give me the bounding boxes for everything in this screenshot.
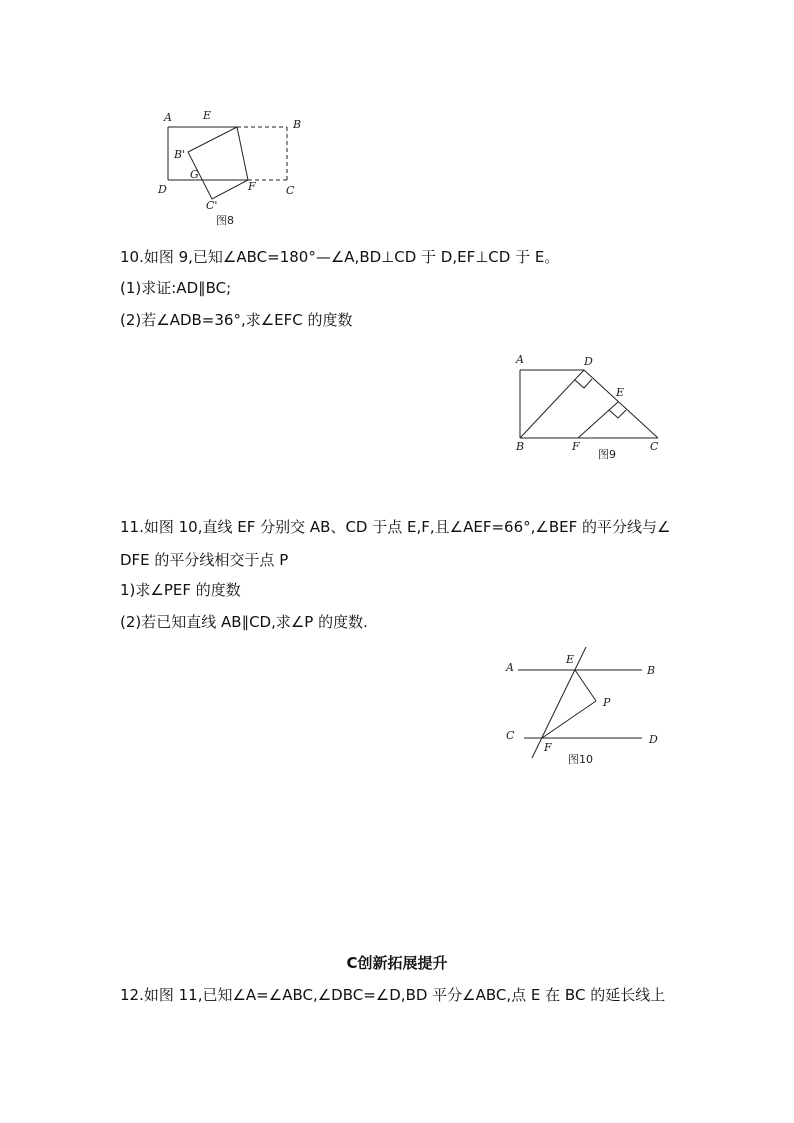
figure-8 xyxy=(150,105,320,230)
fig10-label-d: D xyxy=(649,733,658,746)
q10-part2: (2)若∠ADB=36°,求∠EFC 的度数 xyxy=(120,311,353,329)
fig9-label-b: B xyxy=(516,440,525,453)
fig10-label-b: B xyxy=(647,664,656,677)
fig8-caption: 图8 xyxy=(216,214,234,227)
fig8-label-e: E xyxy=(203,109,212,122)
figure-10 xyxy=(500,645,670,765)
fig8-label-b: B xyxy=(293,118,302,131)
fig8-label-bprime: B' xyxy=(174,148,186,161)
q12-stem: 12.如图 11,已知∠A=∠ABC,∠DBC=∠D,BD 平分∠ABC,点 E 在 BC 的延长线上 xyxy=(120,986,666,1004)
q10-stem: 10.如图 9,已知∠ABC=180°—∠A,BD⊥CD 于 D,EF⊥CD 于 E。 xyxy=(120,248,560,266)
fig9-label-a: A xyxy=(516,353,524,366)
fig9-caption: 图9 xyxy=(598,448,616,461)
fig10-label-c: C xyxy=(506,729,515,742)
fig8-label-a: A xyxy=(164,111,172,124)
figure-10-diagram xyxy=(500,645,670,765)
fig8-label-c: C xyxy=(286,184,295,197)
fig9-label-e: E xyxy=(616,386,625,399)
q11-part1: 1)求∠PEF 的度数 xyxy=(120,581,241,599)
q11-stem-line1: 11.如图 10,直线 EF 分别交 AB、CD 于点 E,F,且∠AEF=66°,∠BEF 的平分线与∠ xyxy=(120,518,671,536)
fig8-label-f: F xyxy=(248,180,256,193)
figure-9 xyxy=(508,350,678,465)
q10-part1: (1)求证:AD∥BC; xyxy=(120,279,232,297)
fig10-label-f: F xyxy=(544,741,552,754)
fig8-label-cprime: C' xyxy=(206,199,218,212)
fig9-label-f: F xyxy=(572,440,580,453)
fig10-label-a: A xyxy=(506,661,514,674)
fig10-caption: 图10 xyxy=(568,753,593,766)
fig9-label-c: C xyxy=(650,440,659,453)
q11-part2: (2)若已知直线 AB∥CD,求∠P 的度数. xyxy=(120,613,368,631)
fig8-label-d: D xyxy=(158,183,167,196)
section-title: C创新拓展提升 xyxy=(346,954,448,972)
figure-9-diagram xyxy=(508,350,678,465)
figure-8-diagram xyxy=(150,105,320,230)
fig10-label-p: P xyxy=(603,696,611,709)
fig8-label-g: G xyxy=(190,168,199,181)
fig10-label-e: E xyxy=(566,653,575,666)
q11-stem-line2: DFE 的平分线相交于点 P xyxy=(120,551,289,569)
fig9-label-d: D xyxy=(584,355,593,368)
